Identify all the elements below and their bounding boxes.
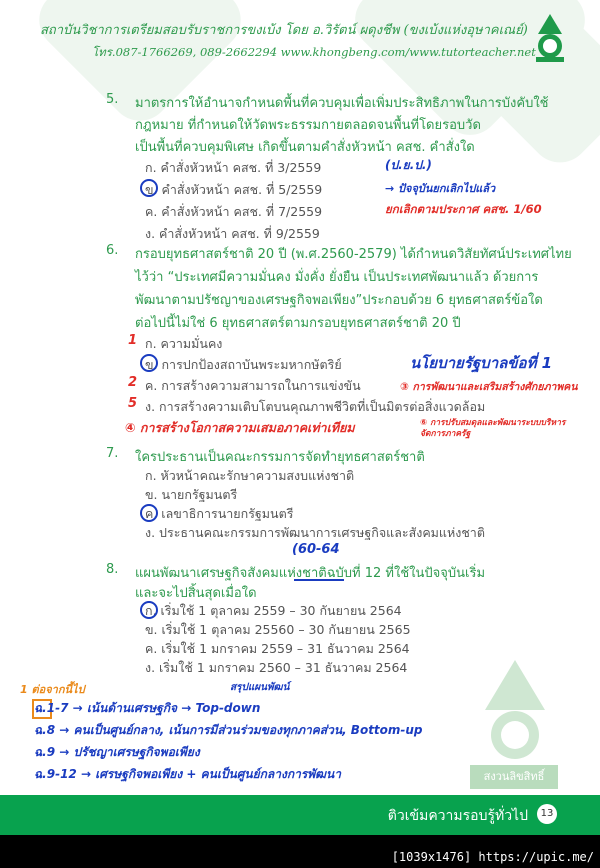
header-institute: สถาบันวิชาการเตรียมสอบรับราชการขงเบ้ง โดย อ.วิรัตน์ ผดุงชีพ (ขงเบ้งแห่งอุษาคเณย์) [40, 23, 528, 38]
question-number: 5. [106, 92, 119, 107]
option: ข. นายกรัฐมนตรี [145, 487, 238, 502]
option: ค. เลขาธิการนายกรัฐมนตรี [145, 506, 294, 521]
answer-circle [140, 179, 158, 197]
question-text: กฎหมาย ที่กำหนดให้วัดพระธรรมกายตลอดจนพื้นที่โดยรอบวัด [135, 118, 481, 133]
answer-circle [140, 354, 158, 372]
question-text: ใครประธานเป็นคณะกรรมการจัดทำยุทธศาสตร์ชาติ [135, 450, 425, 465]
footer-bar [0, 795, 600, 835]
footer-title: ติวเข้มความรอบรู้ทั่วไป [387, 808, 528, 824]
question-number: 6. [106, 243, 119, 258]
question-text: ต่อไปนี้ไม่ใช่ 6 ยุทธศาสตร์ตามกรอบยุทธศาสตร์ชาติ 20 ปี [135, 316, 461, 331]
option: ง. คำสั่งหัวหน้า คสช. ที่ 9/2559 [145, 226, 320, 241]
question-text: และจะไปสิ้นสุดเมื่อใด [135, 586, 257, 601]
option: ง. เริ่มใช้ 1 มกราคม 2560 – 31 ธันวาคม 2564 [145, 660, 408, 675]
annotation: → ปัจจุบันยกเลิกไปแล้ว [385, 182, 496, 195]
annotation: ฉ.1-7 → เน้นด้านเศรษฐกิจ → Top-down [34, 701, 261, 715]
annotation: นโยบายรัฐบาลข้อที่ 1 [410, 354, 553, 372]
option: ก. เริ่มใช้ 1 ตุลาคม 2559 – 30 กันยายน 2564 [145, 603, 402, 618]
annotation: ยกเลิกตามประกาศ คสช. 1/60 [385, 202, 542, 216]
option: ง. ประธานคณะกรรมการพัฒนาการเศรษฐกิจและสังคมแห่งชาติ [145, 525, 485, 540]
page-number: 13 [537, 804, 557, 824]
question-text: พัฒนาตามปรัชญาของเศรษฐกิจพอเพียง”ประกอบด้วย 6 ยุทธศาสตร์ข้อใด [135, 293, 543, 308]
option: ข. คำสั่งหัวหน้า คสช. ที่ 5/2559 [145, 182, 323, 197]
answer-circle [140, 601, 158, 619]
annotation: 2 [128, 375, 138, 390]
annotation: ③ การพัฒนาและเสริมสร้างศักยภาพคน [400, 381, 578, 393]
header-contact: โทร.087-1766269, 089-2662294 www.khongbeng.com/www.tutorteacher.net [92, 45, 536, 59]
option: ก. หัวหน้าคณะรักษาความสงบแห่งชาติ [145, 468, 355, 483]
watermark-logo-icon [470, 655, 560, 763]
option: ก. ความมั่นคง [145, 336, 223, 351]
annotation: 5 [128, 396, 138, 411]
annotation: ④ การสร้างโอกาสความเสมอภาคเท่าเทียม [125, 420, 355, 435]
logo-icon [530, 12, 570, 64]
option: ค. การสร้างความสามารถในการแข่งขัน [145, 378, 361, 393]
answer-circle [140, 504, 158, 522]
question-number: 8. [106, 562, 119, 577]
option: ข. เริ่มใช้ 1 ตุลาคม 25560 – 30 กันยายน 2565 [145, 622, 411, 637]
question-number: 7. [106, 446, 119, 461]
annotation: (ป.ย.ป.) [385, 158, 432, 172]
annotation: ⑥ การปรับสมดุลและพัฒนาระบบบริหารจัดการภาครัฐ [420, 418, 566, 439]
annotation: (60-64 [292, 542, 340, 557]
question-text: เป็นพื้นที่ควบคุมพิเศษ เกิดขึ้นตามคำสั่งหัวหน้า คสช. คำสั่งใด [135, 140, 475, 155]
annotation: ฉ.9 → ปรัชญาเศรษฐกิจพอเพียง [34, 745, 200, 759]
image-watermark: [1039x1476] https://upic.me/ [391, 850, 594, 864]
annotation: ฉ.8 → คนเป็นศูนย์กลาง, เน้นการมีส่วนร่วมของทุกภาคส่วน, Bottom-up [34, 723, 423, 737]
option: ค. เริ่มใช้ 1 มกราคม 2559 – 31 ธันวาคม 2564 [145, 641, 410, 656]
annotation: 1 [128, 333, 138, 348]
question-text: กรอบยุทธศาสตร์ชาติ 20 ปี (พ.ศ.2560-2579) ได้กำหนดวิสัยทัศน์ประเทศไทย [135, 247, 572, 262]
underline [294, 579, 344, 581]
option: ก. คำสั่งหัวหน้า คสช. ที่ 3/2559 [145, 160, 322, 175]
annotation: ฉ.9-12 → เศรษฐกิจพอเพียง + คนเป็นศูนย์กลางการพัฒนา [34, 767, 341, 781]
annotation: สรุปแผนพัฒน์ [230, 682, 290, 693]
option: ง. การสร้างความเติบโตบนคุณภาพชีวิตที่เป็นมิตรต่อสิ่งแวดล้อม [145, 399, 486, 414]
option: ข. การปกป้องสถาบันพระมหากษัตริย์ [145, 357, 342, 372]
annotation: 1 ต่อจากนี้ไป [20, 683, 85, 696]
question-text: มาตรการให้อำนาจกำหนดพื้นที่ควบคุมเพื่อเพิ่มประสิทธิภาพในการบังคับใช้ [135, 96, 549, 111]
question-text: แผนพัฒนาเศรษฐกิจสังคมแห่งชาติฉบับที่ 12 ที่ใช้ในปัจจุบันเริ่ม [135, 566, 486, 581]
option: ค. คำสั่งหัวหน้า คสช. ที่ 7/2559 [145, 204, 323, 219]
question-text: ไว้ว่า “ประเทศมีความมั่นคง มั่งคั่ง ยั่งยืน เป็นประเทศพัฒนาแล้ว ด้วยการ [135, 270, 539, 285]
copyright-stamp: สงวนลิขสิทธิ์ [470, 765, 558, 789]
